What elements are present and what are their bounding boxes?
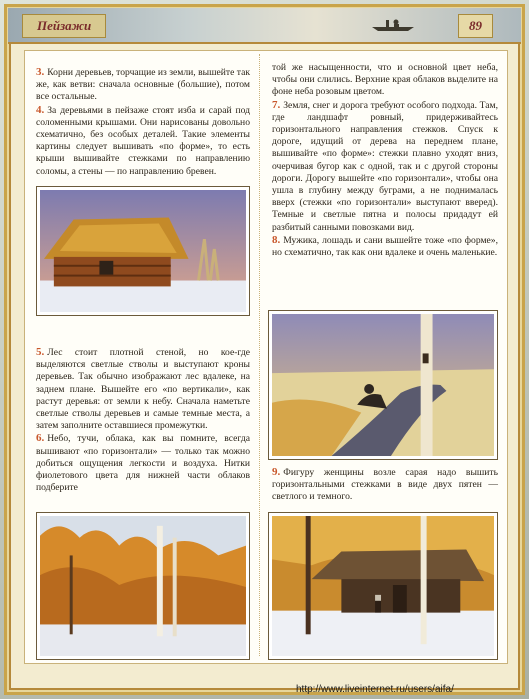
page-number: 89 bbox=[458, 14, 493, 38]
paragraph-6-cont: той же насыщенности, что и основной цвет неба, чтобы они слились. Верхние края облаков выделите на фоне неба розовым цветом. bbox=[272, 62, 498, 98]
illustration-sleigh bbox=[268, 310, 498, 460]
right-text-bottom bbox=[272, 466, 498, 504]
illustration-forest bbox=[36, 512, 250, 660]
section-title: Пейзажи bbox=[22, 14, 106, 38]
paragraph-7: 7. Земля, снег и дорога требуют особого подхода. Там, где ландшафт ровный, придерживайтесь горизонтального направления стежков. Спуск к дороге, идущий от дерева на переднем плане, вышивайте «по форме»: стежки плавно уходят вниз, очерчивая бугор как с одной, так и с другой стороны дороги. Дорогу вышейте «по горизонтали», чтобы она ушла в глубину между буграми, а не поднималась вверх (стежки «по горизонтали» выступают вверед). Темные и светлые пятна и полосы придадут ей разбитый санными повозками вид. bbox=[272, 98, 498, 233]
illustration-barn bbox=[268, 512, 498, 660]
illustration-hut bbox=[36, 186, 250, 316]
boat-icon bbox=[370, 16, 416, 32]
paragraph-5: 5. Лес стоит плотной стеной, но кое-где выделяются светлые стволы и выступают кроны деревьев. Так обычно изображают лес вдалеке, на заднем плане. Вышейте его «по вертикали», как растут деревья: от земли к небу. Сначала наметьте светлые стволы деревьев и самые темные места, а затем заполните оставшиеся промежутки. bbox=[36, 346, 250, 432]
paragraph-6: 6. Небо, тучи, облака, как вы помните, всегда вышивают «по горизонтали» — только так можно добиться ощущения легкости и воздуха. Нитки фиолетового цвета для нижней части облаков подберите bbox=[36, 432, 250, 494]
paragraph-9: 9. Фигуру женщины возле сарая надо вышить горизонтальными стежками в виде двух пятен — светлого и темного. bbox=[272, 466, 498, 503]
paragraph-3: 3. Корни деревьев, торчащие из земли, вышейте так же, как ветви: сначала основные (большие), потом все остальные. bbox=[36, 66, 250, 103]
paragraph-4: 4. За деревьями в пейзаже стоят изба и сарай под соломенными крышами. Они нарисованы довольно схематично, без особых деталей. Такие элементы картины следует вышивать «по форме», то есть крыши вышивайте стежками по направлению соломы, а стены — по направлению бревен. bbox=[36, 103, 250, 177]
right-text-top bbox=[272, 62, 498, 259]
left-text-bottom bbox=[36, 346, 250, 494]
left-text-top bbox=[36, 66, 250, 178]
column-divider bbox=[259, 54, 260, 656]
paragraph-8: 8. Мужика, лошадь и сани вышейте тоже «по форме», но схематично, так как они вдалеке и очень маленькие. bbox=[272, 233, 498, 259]
source-url[interactable]: http://www.liveinternet.ru/users/aifa/ bbox=[296, 684, 454, 695]
